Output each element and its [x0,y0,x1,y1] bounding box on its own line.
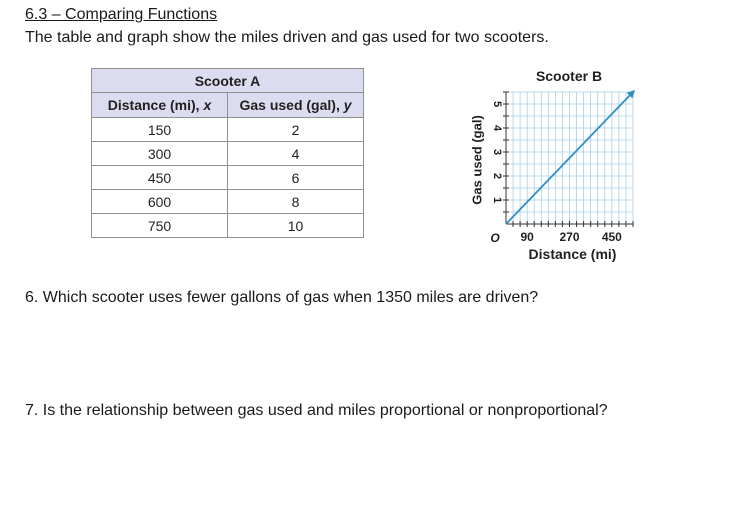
header-distance [92,93,228,118]
scooter-a-table [91,68,364,238]
scooter-b-graph [460,60,660,275]
table-header-row [92,93,364,118]
page-heading: 6.3 – Comparing Functions [25,6,218,23]
y-tick-label: 4 [491,124,503,132]
origin-label: O [490,231,500,245]
x-tick-label: 450 [601,230,622,244]
y-tick-label: 2 [491,172,503,180]
table-title: Scooter A [92,69,364,93]
cell-gas: 6 [228,166,364,190]
x-tick-label: 270 [559,230,580,244]
y-axis-label: Gas used (gal) [469,115,485,205]
cell-distance: 300 [92,142,228,166]
cell-distance: 600 [92,190,228,214]
chart-title: Scooter B [535,68,603,84]
header-gas-var: y [343,97,352,113]
header-gas [228,93,364,118]
question-6: 6. Which scooter uses fewer gallons of gas when 1350 miles are driven? [25,289,539,306]
table-row [92,118,364,142]
table-row [92,142,364,166]
x-axis-label: Distance (mi) [528,246,617,262]
y-tick-label: 3 [491,148,503,156]
y-tick-label: 1 [491,196,503,204]
scooter-b-chart [460,60,660,270]
question-7: 7. Is the relationship between gas used and miles proportional or nonproportional? [25,402,608,419]
cell-gas: 4 [228,142,364,166]
intro-text: The table and graph show the miles driven and gas used for two scooters. [25,29,549,46]
table-row [92,190,364,214]
header-gas-label: Gas used (gal), [239,97,344,113]
cell-distance: 750 [92,214,228,238]
table-row [92,166,364,190]
header-distance-var: x [203,97,212,113]
cell-distance: 450 [92,166,228,190]
cell-distance: 150 [92,118,228,142]
table-row [92,214,364,238]
table-title-row [92,69,364,93]
header-distance-label: Distance (mi), [107,97,204,113]
cell-gas: 8 [228,190,364,214]
cell-gas: 10 [228,214,364,238]
y-tick-label: 5 [491,100,503,108]
x-tick-label: 90 [520,230,534,244]
cell-gas: 2 [228,118,364,142]
